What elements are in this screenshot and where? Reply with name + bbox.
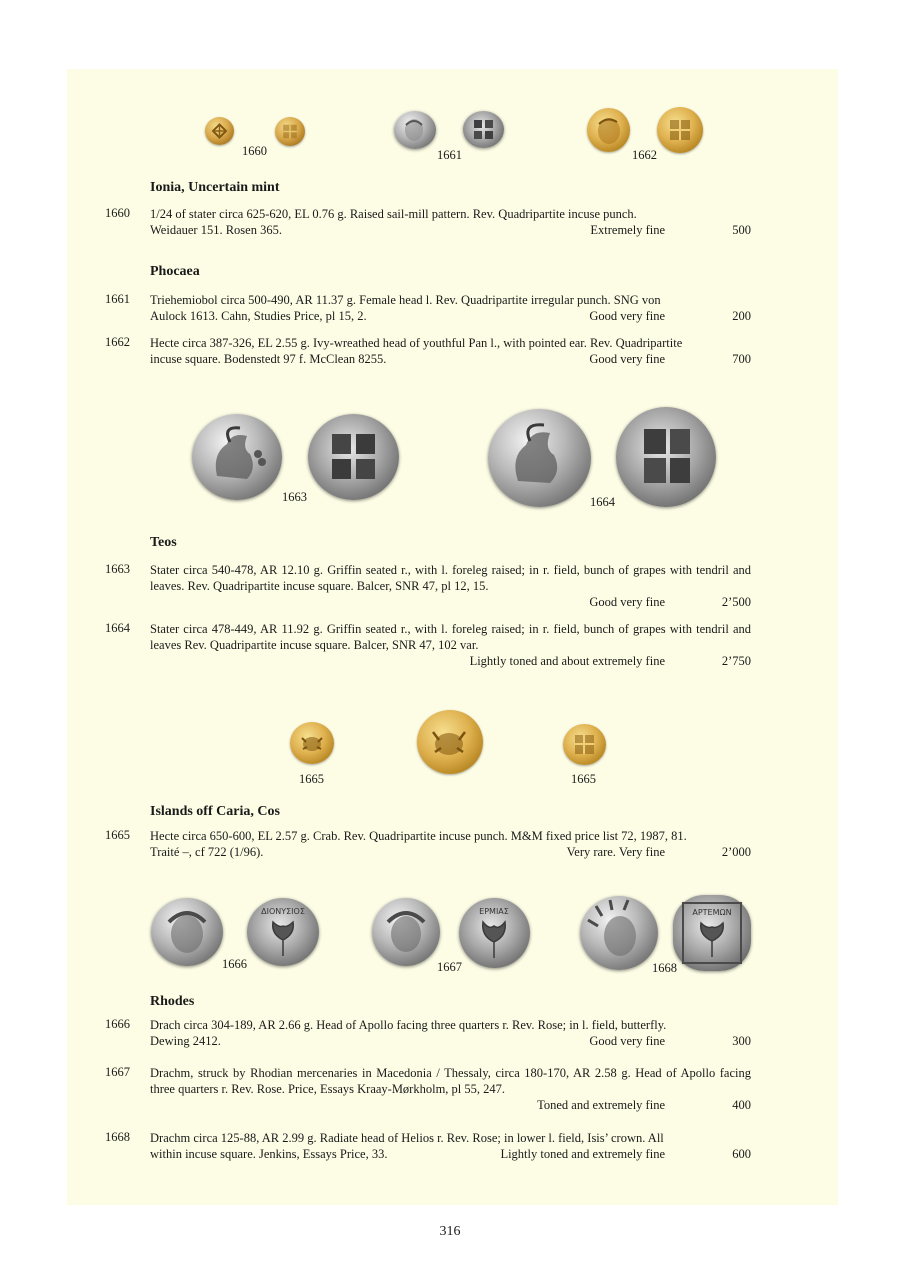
lot-text: 1/24 of stater circa 625-620, EL 0.76 g. Raised sail-mill pattern. Rev. Quadripartite incuse punch. [150, 207, 637, 221]
section-heading-rhodes: Rhodes [150, 994, 195, 1009]
lot-text: Drach circa 304-189, AR 2.66 g. Head of Apollo facing three quarters r. Rev. Rose; in l. field, butterfly. [150, 1018, 667, 1032]
lot-price: 2’500 [721, 595, 751, 609]
lot-number-1668: 1668 [105, 1130, 130, 1144]
lot-grade: Good very fine [589, 352, 665, 366]
lot-price: 700 [732, 352, 751, 366]
lot-text: Triehemiobol circa 500-490, AR 11.37 g. Female head l. Rev. Quadripartite irregular punch. SNG von [150, 293, 661, 307]
lot-description-1665 [150, 828, 751, 860]
section-heading-phocaea: Phocaea [150, 264, 200, 279]
lot-description-1660 [150, 206, 751, 238]
lot-reference: Traité –, cf 722 (1/96). [150, 845, 264, 859]
lot-grade: Lightly toned and about extremely fine [469, 654, 665, 668]
lot-description-1667 [150, 1065, 751, 1113]
lot-text: Drachm, struck by Rhodian mercenaries in Macedonia / Thessaly, circa 180-170, AR 2.58 g. Head of Apollo facing three quarters r. Rev. Rose. Price, Essays Kraay-Mørkholm, pl 55, 247. [150, 1066, 751, 1096]
lot-grade: Good very fine [589, 309, 665, 323]
coin-1668-reverse [673, 895, 751, 971]
coin-1665-obverse-enlarged [417, 710, 483, 774]
coin-1666-reverse [247, 898, 319, 966]
section-heading-ionia: Ionia, Uncertain mint [150, 180, 280, 195]
photo-label-1667: 1667 [437, 960, 462, 974]
photo-label-1664: 1664 [590, 495, 615, 509]
coin-1662-reverse [657, 107, 703, 153]
lot-reference: Dewing 2412. [150, 1034, 221, 1048]
lot-description-1661 [150, 292, 751, 324]
lot-description-1663 [150, 562, 751, 610]
lot-number-1664: 1664 [105, 621, 130, 635]
lot-description-1664 [150, 621, 751, 669]
coin-1664-obverse [488, 409, 591, 507]
lot-grade: Toned and extremely fine [537, 1098, 665, 1112]
coin-1668-obverse [580, 896, 658, 970]
lot-reference: incuse square. Bodenstedt 97 f. McClean 8255. [150, 352, 387, 366]
lot-price: 600 [732, 1147, 751, 1161]
lot-grade: Extremely fine [590, 223, 665, 237]
coin-1663-reverse [308, 414, 399, 500]
coin-1666-obverse [151, 898, 223, 966]
photo-label-1660: 1660 [242, 144, 267, 158]
lot-text: Hecte circa 387-326, EL 2.55 g. Ivy-wreathed head of youthful Pan l., with pointed ear. Rev. Quadripartite [150, 336, 683, 350]
photo-label-1665-right: 1665 [571, 772, 596, 786]
lot-number-1661: 1661 [105, 292, 130, 306]
lot-number-1663: 1663 [105, 562, 130, 576]
coin-1665-obverse [290, 722, 334, 764]
coin-legend-1666: ΔΙΟΝΥΣΙΟΣ [261, 907, 305, 916]
lot-reference: Weidauer 151. Rosen 365. [150, 223, 282, 237]
coin-1660-obverse [205, 117, 234, 145]
coin-legend-1668: ΑΡΤΕΜΩΝ [692, 908, 732, 917]
lot-number-1662: 1662 [105, 335, 130, 349]
lot-grade: Good very fine [589, 1034, 665, 1048]
coin-1661-obverse [394, 111, 436, 149]
coin-1662-obverse [587, 108, 630, 152]
lot-grade: Very rare. Very fine [566, 845, 665, 859]
lot-description-1668 [150, 1130, 751, 1162]
lot-reference: within incuse square. Jenkins, Essays Price, 33. [150, 1147, 388, 1161]
lot-grade: Lightly toned and extremely fine [500, 1147, 665, 1161]
lot-price: 500 [732, 223, 751, 237]
coin-1661-reverse [463, 111, 504, 148]
lot-text: Hecte circa 650-600, EL 2.57 g. Crab. Rev. Quadripartite incuse punch. M&M fixed price list 72, 1987, 81. [150, 829, 687, 843]
coin-1660-reverse [275, 117, 305, 146]
coin-1667-reverse [459, 898, 530, 968]
photo-label-1663: 1663 [282, 490, 307, 504]
lot-number-1667: 1667 [105, 1065, 130, 1079]
lot-number-1660: 1660 [105, 206, 130, 220]
lot-number-1666: 1666 [105, 1017, 130, 1031]
coin-legend-1667: ΕΡΜΙΑΣ [479, 907, 509, 916]
lot-description-1666 [150, 1017, 751, 1049]
coin-1667-obverse [372, 898, 440, 966]
lot-price: 200 [732, 309, 751, 323]
section-heading-teos: Teos [150, 535, 177, 550]
photo-label-1661: 1661 [437, 148, 462, 162]
coin-1664-reverse [616, 407, 716, 507]
photo-label-1668: 1668 [652, 961, 677, 975]
coin-1663-obverse [192, 414, 282, 500]
lot-price: 2’750 [721, 654, 751, 668]
lot-text: Stater circa 478-449, AR 11.92 g. Griffin seated r., with l. foreleg raised; in r. field, bunch of grapes with tendril and leaves Rev. Quadripartite incuse square. Balcer, SNR 47, 102 var. [150, 622, 751, 652]
lot-text: Drachm circa 125-88, AR 2.99 g. Radiate head of Helios r. Rev. Rose; in lower l. field, Isis’ crown. All [150, 1131, 664, 1145]
photo-label-1666: 1666 [222, 957, 247, 971]
page-number: 316 [439, 1224, 461, 1239]
lot-grade: Good very fine [589, 595, 665, 609]
photo-label-1665-left: 1665 [299, 772, 324, 786]
coin-1665-reverse [563, 724, 606, 765]
lot-reference: Aulock 1613. Cahn, Studies Price, pl 15, 2. [150, 309, 367, 323]
lot-price: 2’000 [721, 845, 751, 859]
lot-price: 400 [732, 1098, 751, 1112]
lot-price: 300 [732, 1034, 751, 1048]
photo-label-1662: 1662 [632, 148, 657, 162]
lot-number-1665: 1665 [105, 828, 130, 842]
lot-text: Stater circa 540-478, AR 12.10 g. Griffin seated r., with l. foreleg raised; in r. field, bunch of grapes with tendril and leaves. Rev. Quadripartite incuse square. Balcer, SNR 47, pl 12, 15. [150, 563, 751, 593]
lot-description-1662 [150, 335, 751, 367]
section-heading-cos: Islands off Caria, Cos [150, 804, 280, 819]
